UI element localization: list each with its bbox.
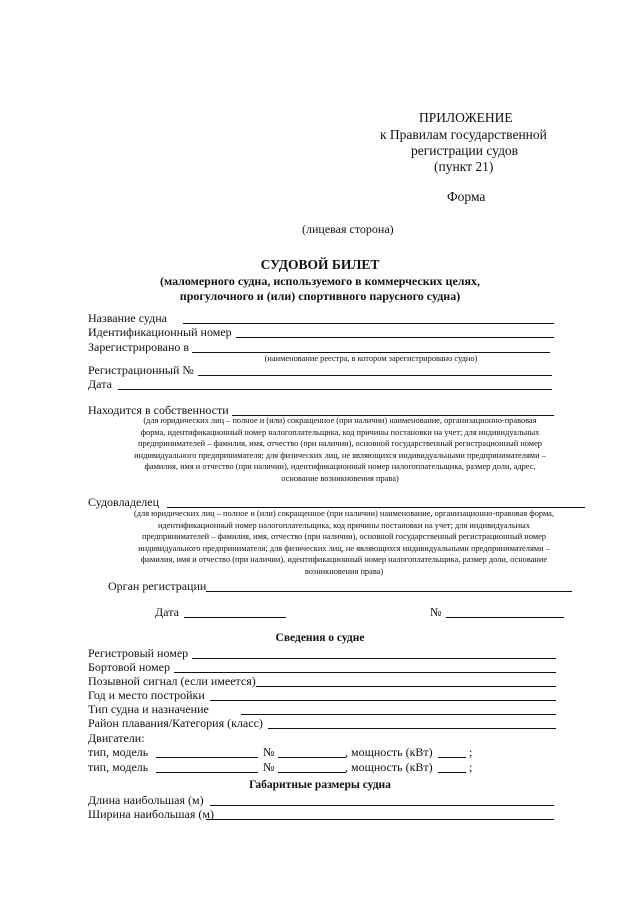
shipowner-label: Судовладелец — [88, 495, 160, 509]
number-label: № — [430, 605, 442, 619]
reg-authority-label: Орган регистрации — [108, 579, 207, 593]
max-width-field[interactable] — [206, 819, 554, 820]
engine-no-label-1: № — [263, 745, 275, 759]
engine-no-label-2: № — [263, 760, 275, 774]
reg-authority-field[interactable] — [206, 591, 572, 592]
power-field-1[interactable] — [438, 757, 466, 758]
id-number-label: Идентификационный номер — [88, 325, 232, 339]
id-number-field[interactable] — [236, 337, 554, 338]
engine-type-label-1: тип, модель — [88, 745, 149, 759]
date2-label: Дата — [155, 605, 179, 619]
document-subtitle-1: (маломерного судна, используемого в коммерческих целях, — [159, 274, 480, 288]
engine-no-field-1[interactable] — [278, 757, 346, 758]
max-width-label: Ширина наибольшая (м) — [88, 807, 214, 821]
shipowner-hint: (для юридических лиц – полное и (или) сокращенное (при наличии) наименование, организационно-правовая форма, идентификационный номер налогоплательщика, код причины постановки на учет; для индивидуальных предпринимателей – фамилия, имя, отчество (при наличии), основной государственный регистрационный номер индивидуального предпринимателя; для физических лиц, не являющихся индивидуальными предпринимателями – фамилия, имя и отчество (при наличии), идентификационный номер налогоплательщика, размер доли, основание возникновения права) — [133, 509, 554, 576]
reg-number-field[interactable] — [198, 375, 552, 376]
date-label: Дата — [88, 377, 112, 391]
call-sign-label: Позывной сигнал (если имеется) — [88, 674, 256, 688]
engine-type-field-1[interactable] — [156, 757, 258, 758]
document-title: СУДОВОЙ БИЛЕТ — [260, 257, 380, 272]
build-year-place-field[interactable] — [210, 700, 556, 701]
type-purpose-field[interactable] — [241, 714, 556, 715]
registered-in-hint: (наименование реестра, в котором зарегистрировано судно) — [264, 354, 478, 363]
number-field[interactable] — [446, 617, 564, 618]
appendix-line-4: (пункт 21) — [434, 159, 494, 174]
engine-type-field-2[interactable] — [156, 772, 258, 773]
navigation-area-field[interactable] — [268, 728, 556, 729]
engine-no-field-2[interactable] — [278, 772, 346, 773]
vessel-name-field[interactable] — [183, 323, 554, 324]
power-label-1: , мощность (кВт) — [345, 745, 433, 759]
appendix-line-2: к Правилам государственной — [380, 127, 547, 142]
register-number-label: Регистровый номер — [88, 646, 189, 660]
semicolon-2: ; — [469, 760, 473, 774]
vessel-name-label: Название судна — [88, 311, 168, 325]
max-length-label: Длина наибольшая (м) — [88, 793, 204, 807]
semicolon-1: ; — [469, 745, 473, 759]
date2-field[interactable] — [184, 617, 286, 618]
owned-by-label: Находится в собственности — [88, 403, 229, 417]
engine-type-label-2: тип, модель — [88, 760, 149, 774]
registered-in-label: Зарегистрировано в — [88, 340, 190, 354]
register-number-field[interactable] — [192, 658, 556, 659]
document-subtitle-2: прогулочного и (или) спортивного парусного судна) — [179, 289, 461, 303]
vessel-info-heading: Сведения о судне — [275, 632, 365, 644]
owned-by-hint: (для юридических лиц – полное и (или) сокращенное (при наличии) наименование, организационно-правовая форма, идентификационный номер налогоплательщика, код причины постановки на учет; для индивидуальных предпринимателей – фамилия, имя, отчество (при наличии), основной государственный регистрационный номер индивидуального предпринимателя; для физических лиц, не являющихся индивидуальными предпринимателями – фамилия, имя и отчество (при наличии), идентификационный номер налогоплательщика, размер доли, адрес, основание возникновения права) — [134, 416, 546, 483]
dimensions-heading: Габаритные размеры судна — [249, 779, 391, 791]
board-number-field[interactable] — [174, 672, 556, 673]
call-sign-field[interactable] — [256, 686, 556, 687]
type-purpose-label: Тип судна и назначение — [88, 702, 209, 716]
navigation-area-label: Район плавания/Категория (класс) — [88, 716, 263, 730]
engines-label: Двигатели: — [88, 731, 145, 745]
appendix-title: ПРИЛОЖЕНИЕ — [419, 110, 513, 125]
side-label: (лицевая сторона) — [302, 222, 394, 236]
build-year-place-label: Год и место постройки — [88, 688, 205, 702]
appendix-line-3: регистрации судов — [411, 143, 519, 158]
board-number-label: Бортовой номер — [88, 660, 170, 674]
power-label-2: , мощность (кВт) — [345, 760, 433, 774]
reg-number-label: Регистрационный № — [88, 363, 194, 377]
form-label: Форма — [447, 189, 486, 204]
date-field[interactable] — [118, 389, 552, 390]
power-field-2[interactable] — [438, 772, 466, 773]
max-length-field[interactable] — [210, 805, 554, 806]
